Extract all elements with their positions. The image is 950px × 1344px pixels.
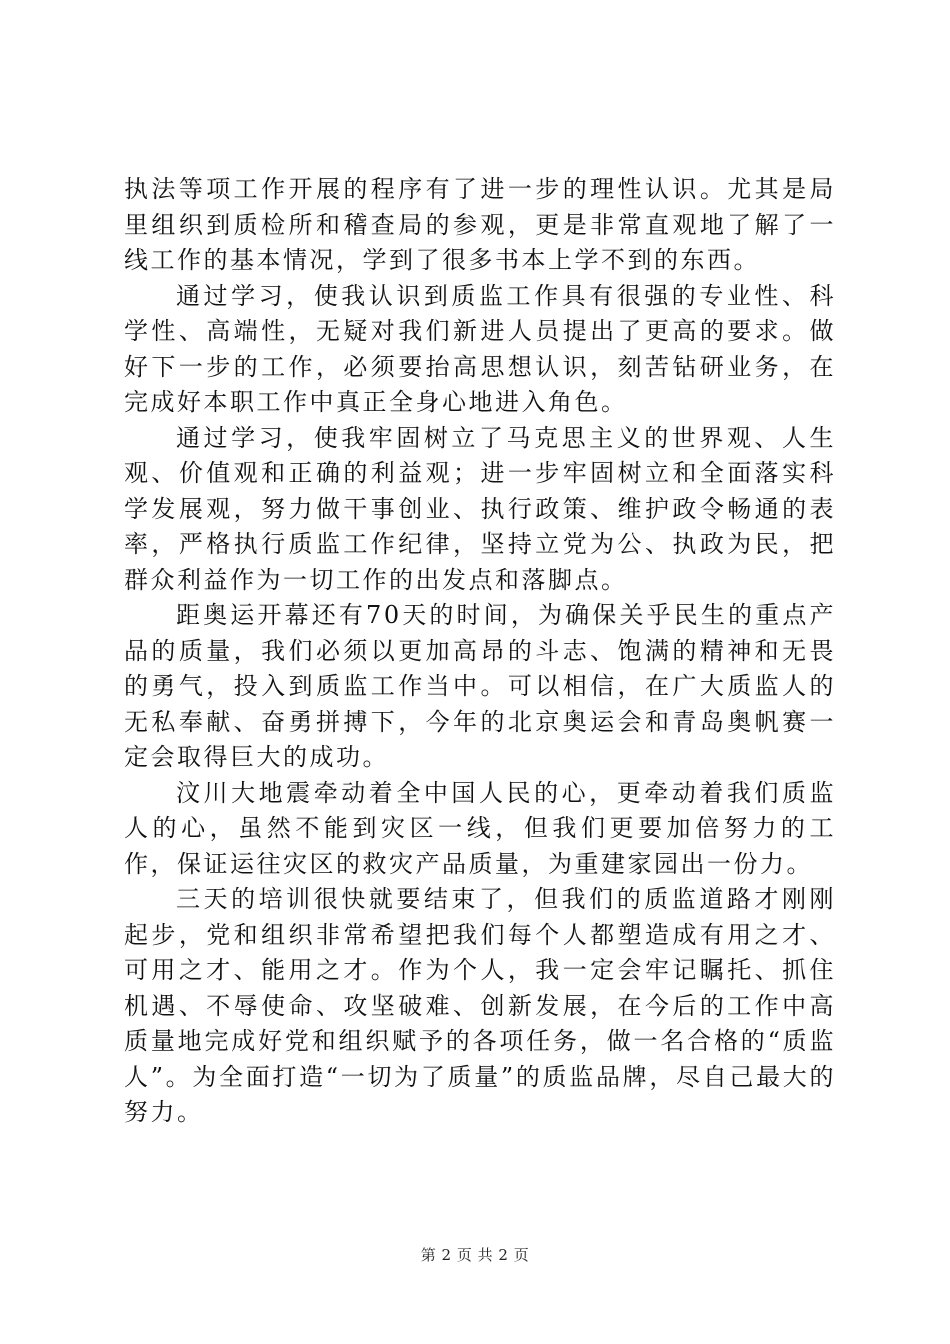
paragraph-study-worldview: 通过学习，使我牢固树立了马克思主义的世界观、人生观、价值观和正确的利益观；进一步牢固树立和全面落实科学发展观，努力做干事创业、执行政策、维护政令畅通的表率，严格执行质监工作纪律，坚持立党为公、执政为民，把群众利益作为一切工作的出发点和落脚点。 [124, 423, 836, 594]
paragraph-continuation: 执法等项工作开展的程序有了进一步的理性认识。尤其是局里组织到质检所和稽查局的参观，更是非常直观地了解了一线工作的基本情况，学到了很多书本上学不到的东西。 [124, 175, 836, 274]
paragraph-olympics: 距奥运开幕还有70天的时间，为确保关乎民生的重点产品的质量，我们必须以更加高昂的斗志、饱满的精神和无畏的勇气，投入到质监工作当中。可以相信，在广大质监人的无私奉献、奋勇拼搏下，今年的北京奥运会和青岛奥帆赛一定会取得巨大的成功。 [124, 601, 836, 771]
paragraph-conclusion: 三天的培训很快就要结束了，但我们的质监道路才刚刚起步，党和组织非常希望把我们每个人都塑造成有用之才、可用之才、能用之才。作为个人，我一定会牢记瞩托、抓住机遇、不辱使命、攻坚破难、创新发展，在今后的工作中高质量地完成好党和组织赋予的各项任务，做一名合格的“质监人”。为全面打造“一切为了质量”的质监品牌，尽自己最大的努力。 [124, 885, 836, 1126]
paragraph-earthquake: 汶川大地震牵动着全中国人民的心，更牵动着我们质监人的心，虽然不能到灾区一线，但我们更要加倍努力的工作，保证运往灾区的救灾产品质量，为重建家园出一份力。 [124, 778, 836, 878]
document-body [124, 172, 836, 1131]
paragraph-study-professionalism: 通过学习，使我认识到质监工作具有很强的专业性、科学性、高端性，无疑对我们新进人员提出了更高的要求。做好下一步的工作，必须要抬高思想认识，刻苦钻研业务，在完成好本职工作中真正全身心地进入角色。 [124, 281, 836, 416]
page-number-footer: 第 2 页 共 2 页 [420, 1246, 530, 1264]
